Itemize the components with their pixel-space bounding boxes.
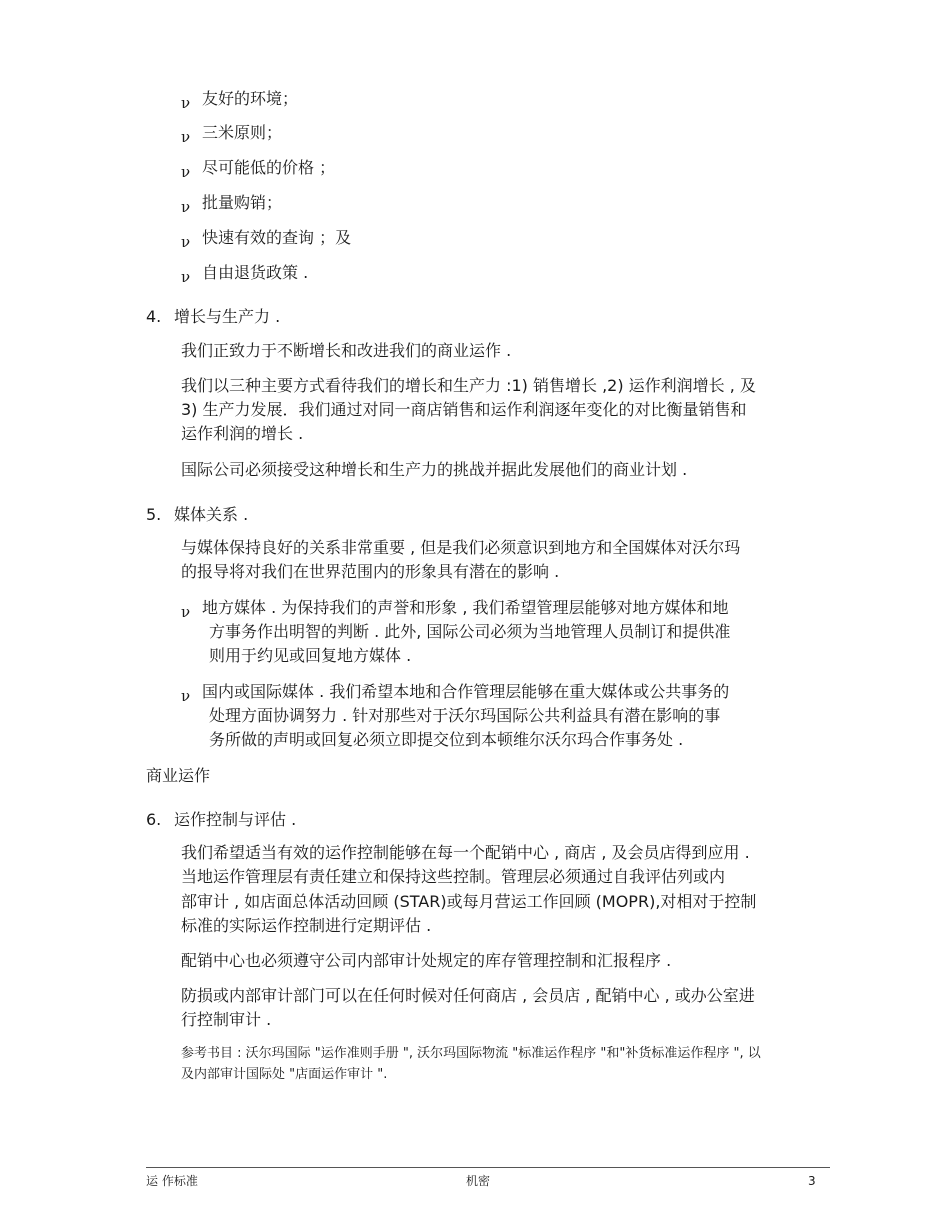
list-item: 三米原则； — [202, 123, 283, 142]
list-item: 快速有效的查询 ；及 — [202, 228, 352, 247]
bullet-marker: ν — [181, 198, 191, 216]
bullet-marker: ν — [181, 687, 191, 705]
paragraph-line: 行控制审计 . — [181, 1010, 272, 1029]
footer-left-text: 运 作标准 — [146, 1174, 198, 1188]
paragraph-line: 的报导将对我们在世界范围内的形象具有潜在的影响 . — [181, 562, 560, 581]
bullet-line: 处理方面协调努力 . 针对那些对于沃尔玛国际公共利益具有潜在影响的事 — [209, 706, 721, 725]
section-number: 4. — [146, 307, 162, 326]
paragraph-line: 标准的实际运作控制进行定期评估 . — [181, 916, 432, 935]
reference-line: 及内部审计国际处 "店面运作审计 ". — [181, 1067, 388, 1082]
paragraph-line: 运作利润的增长 . — [181, 424, 304, 443]
section-heading: 商业运作 — [146, 766, 211, 785]
paragraph: 国际公司必须接受这种增长和生产力的挑战并据此发展他们的商业计划 . — [181, 460, 688, 479]
paragraph-line: 当地运作管理层有责任建立和保持这些控制。管理层必须通过自我评估列或内 — [181, 867, 726, 886]
bullet-line: 务所做的声明或回复必须立即提交位到本顿维尔沃尔玛合作事务处 . — [209, 730, 684, 749]
section-title: 媒体关系 . — [174, 505, 249, 524]
paragraph-line: 3) 生产力发展．我们通过对同一商店销售和运作利润逐年变化的对比衡量销售和 — [181, 400, 747, 419]
bullet-line: 地方媒体 . 为保持我们的声誉和形象 , 我们希望管理层能够对地方媒体和地 — [202, 598, 729, 617]
bullet-marker: ν — [181, 233, 191, 251]
section-title: 增长与生产力 . — [174, 307, 281, 326]
paragraph-line: 部审计 , 如店面总体活动回顾 (STAR)或每月营运工作回顾 (MOPR),对相对于控制 — [181, 892, 757, 911]
paragraph: 我们正致力于不断增长和改进我们的商业运作 . — [181, 341, 512, 360]
bullet-marker: ν — [181, 94, 191, 112]
list-item: 批量购销； — [202, 193, 283, 212]
paragraph-line: 我们以三种主要方式看待我们的增长和生产力 :1) 销售增长 ,2) 运作利润增长 , 及 — [181, 376, 756, 395]
paragraph-line: 防损或内部审计部门可以在任何时候对任何商店 , 会员店 , 配销中心 , 或办公室进 — [181, 986, 755, 1005]
paragraph-line: 我们希望适当有效的运作控制能够在每一个配销中心 , 商店 , 及会员店得到应用 . — [181, 843, 750, 862]
section-number: 5. — [146, 505, 162, 524]
section-number: 6. — [146, 810, 162, 829]
page-number: 3 — [808, 1174, 816, 1188]
bullet-marker: ν — [181, 603, 191, 621]
bullet-marker: ν — [181, 163, 191, 181]
list-item: 自由退货政策 . — [202, 263, 309, 282]
bullet-marker: ν — [181, 128, 191, 146]
bullet-line: 则用于约见或回复地方媒体 . — [209, 646, 412, 665]
list-item: 友好的环境； — [202, 89, 299, 108]
footer-divider — [146, 1167, 830, 1168]
reference-line: 参考书目 : 沃尔玛国际 "运作准则手册 ", 沃尔玛国际物流 "标准运作程序 "和"补货标准运作程序 ", 以 — [181, 1046, 761, 1061]
paragraph: 配销中心也必须遵守公司内部审计处规定的库存管理控制和汇报程序 . — [181, 951, 672, 970]
section-title: 运作控制与评估 . — [174, 810, 297, 829]
bullet-marker: ν — [181, 268, 191, 286]
footer-confidential-label: 机密 — [466, 1174, 491, 1188]
paragraph-line: 与媒体保持良好的关系非常重要 , 但是我们必须意识到地方和全国媒体对沃尔玛 — [181, 538, 741, 557]
bullet-line: 国内或国际媒体 . 我们希望本地和合作管理层能够在重大媒体或公共事务的 — [202, 682, 730, 701]
bullet-line: 方事务作出明智的判断 . 此外, 国际公司必须为当地管理人员制订和提供准 — [209, 622, 731, 641]
list-item: 尽可能低的价格 ； — [202, 158, 336, 177]
